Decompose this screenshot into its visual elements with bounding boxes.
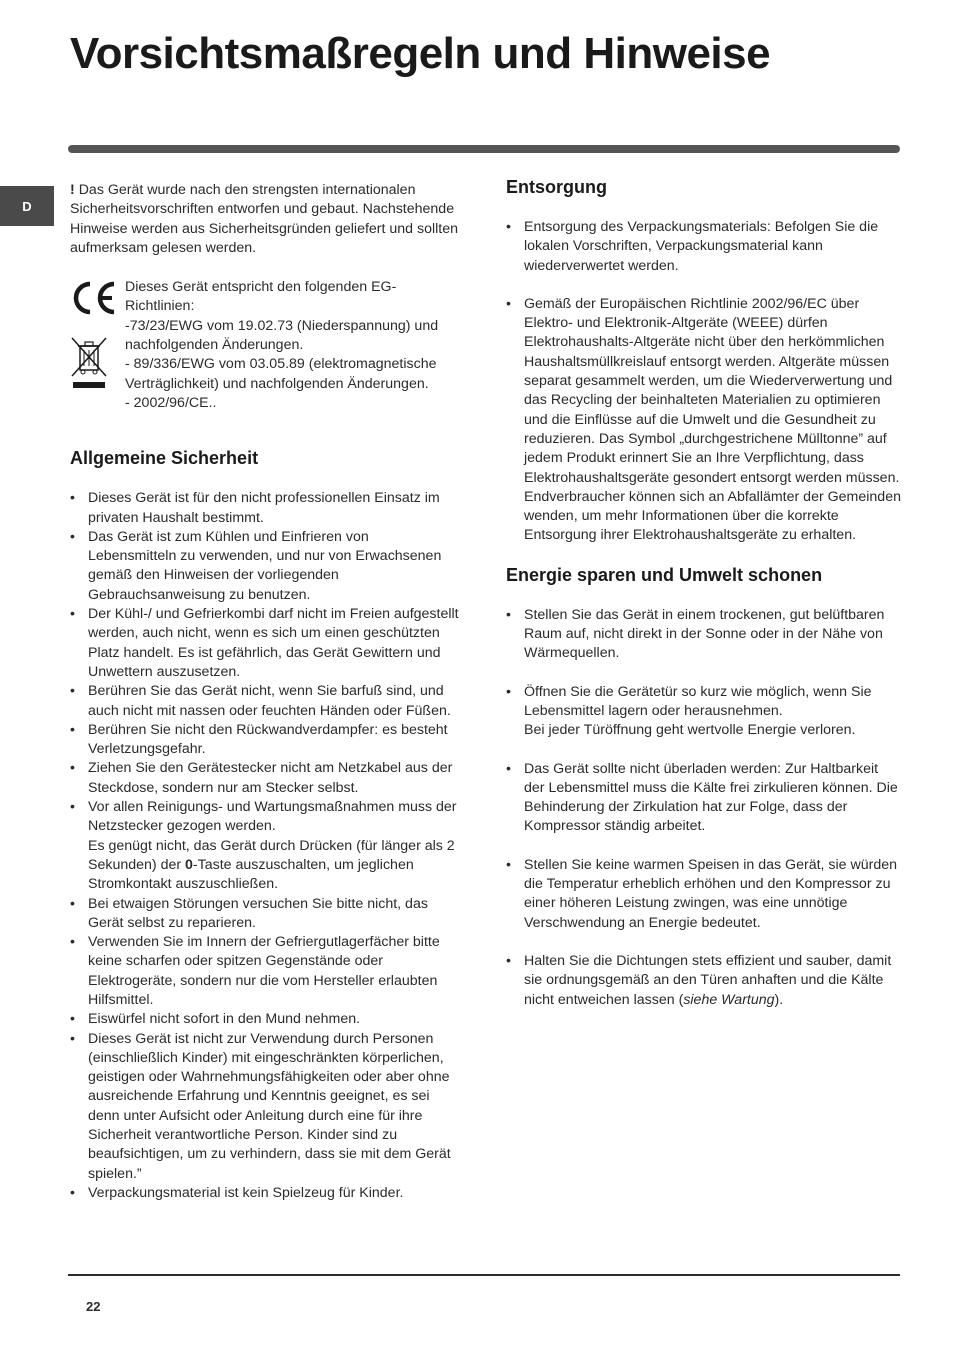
general-safety-heading: Allgemeine Sicherheit [70, 448, 259, 469]
energy-list [506, 606, 902, 1010]
energy-item2-line2: Bei jeder Türöffnung geht wertvolle Energie verloren. [524, 722, 856, 739]
page-number: 22 [86, 1299, 101, 1314]
maintenance-reference: siehe Wartung [683, 991, 775, 1008]
intro-text: Das Gerät wurde nach den strengsten internationalen Sicherheitsvorschriften entworfen und gebaut. Nachstehende Hinweise werden aus Sicherheitsgründen geliefert und sollten aufmerksam gelesen werden. [70, 182, 459, 256]
list-item: • Verwenden Sie im Innern der Gefriergutlagerfächer bitte keine scharfen oder spitzen Gegenstände oder Elektrogeräte, sondern nur die vom Hersteller erlaubten Hilfsmittel. [70, 933, 460, 1010]
list-item: • Dieses Gerät ist für den nicht professionellen Einsatz im privaten Haushalt bestimmt. [70, 489, 460, 528]
disposal-heading: Entsorgung [506, 177, 607, 197]
ce-mark-icon [70, 278, 118, 318]
list-item: • Stellen Sie das Gerät in einem trockenen, gut belüftbaren Raum auf, nicht direkt in der Sonne oder in der Nähe von Wärmequellen. [506, 606, 902, 664]
list-item: • Verpackungsmaterial ist kein Spielzeug für Kinder. [70, 1184, 460, 1203]
title-divider [68, 145, 900, 153]
power-item-line1: • Vor allen Reinigungs- und Wartungsmaßnahmen muss der Netzstecker gezogen werden. [88, 799, 457, 835]
zero-key-label: 0 [185, 856, 193, 873]
right-column [506, 177, 902, 1029]
crossed-bin-icon [70, 336, 110, 392]
list-item: • Bei etwaigen Störungen versuchen Sie bitte nicht, das Gerät selbst zu reparieren. [70, 895, 460, 934]
general-safety-list [70, 489, 460, 1203]
list-item: • Gemäß der Europäischen Richtlinie 2002/96/EC über Elektro- und Elektronik-Altgeräte (WEEE) dürfen Elektrohaushalts-Altgeräte nicht über den herkömmlichen Haushaltsmüllkreislauf entsorgt werden. Altgeräte müssen separat gesammelt werden, um die Wiederverwertung und das Recycling der beinhalteten Materialien zu optimieren und die Einflüsse auf die Umwelt und die Gesundheit zu reduzieren. Das Symbol „durchgestrichene Mülltonne” auf jedem Produkt erinnert Sie an Ihre Verpflichtung, dass Elektrohaushaltsgeräte gesondert entsorgt werden müssen. Endverbraucher können sich an Abfallämter der Gemeinden wenden, um mehr Informationen über die korrekte Entsorgung ihrer Elektrohaushaltsgeräte zu erhalten. [506, 295, 902, 546]
cert-line: - 89/336/EWG vom 03.05.89 (elektromagnetische Verträglichkeit) und nachfolgenden Änderungen. [125, 356, 437, 392]
list-item: • Ziehen Sie den Gerätestecker nicht am Netzkabel aus der Steckdose, sondern nur am Stecker selbst. [70, 759, 460, 798]
left-column [70, 181, 460, 1203]
list-item: • Das Gerät ist zum Kühlen und Einfrieren von Lebensmitteln zu verwenden, und nur von Erwachsenen gemäß den Hinweisen der vorliegenden Gebrauchsanweisung zu benutzen. [70, 528, 460, 605]
list-item [70, 798, 460, 894]
footer-divider [68, 1274, 900, 1276]
list-item [506, 952, 902, 1010]
disposal-list [506, 218, 902, 546]
list-item: • Berühren Sie das Gerät nicht, wenn Sie barfuß sind, und auch nicht mit nassen oder feuchten Händen oder Füßen. [70, 682, 460, 721]
list-item: • Stellen Sie keine warmen Speisen in das Gerät, sie würden die Temperatur erheblich erhöhen und den Kompressor zu einer höheren Leistung zwingen, was eine unnötige Verschwendung an Energie bedeutet. [506, 856, 902, 933]
list-item: • Das Gerät sollte nicht überladen werden: Zur Haltbarkeit der Lebensmittel muss die Kälte frei zirkulieren können. Die Behinderung der Zirkulation hat zur Folge, dass der Kompressor ständig arbeitet. [506, 760, 902, 837]
list-item: • Dieses Gerät ist nicht zur Verwendung durch Personen (einschließlich Kinder) mit eingeschränkten körperlichen, geistigen oder Wahrnehmungsfähigkeiten oder aber ohne ausreichende Erfahrung und Kenntnis geeignet, es sei denn unter Aufsicht oder Anleitung durch eine für ihre Sicherheit verantwortliche Person. Kinder sind zu beaufsichtigen, um zu verhindern, dass sie mit dem Gerät spielen.” [70, 1030, 460, 1184]
warning-mark: ! [70, 182, 75, 198]
energy-heading: Energie sparen und Umwelt schonen [506, 564, 823, 585]
certification-block [70, 278, 460, 413]
list-item: • Entsorgung des Verpackungsmaterials: Befolgen Sie die lokalen Vorschriften, Verpackungsmaterial kann wiederverwertet werden. [506, 218, 902, 276]
list-item: • Der Kühl-/ und Gefrierkombi darf nicht im Freien aufgestellt werden, auch nicht, wenn es sich um einen geschützten Platz handelt. Es ist gefährlich, das Gerät Gewittern und Unwettern auszusetzen. [70, 605, 460, 682]
power-item-after: -Taste auszuschalten, um jeglichen Stromkontakt auszuschließen. [88, 856, 414, 893]
cert-line: - 2002/96/CE.. [125, 394, 217, 411]
language-tab: D [0, 186, 54, 226]
cert-line: Dieses Gerät entspricht den folgenden EG-Richtlinien: [125, 279, 397, 315]
energy-item5-before: Halten Sie die Dichtungen stets effizient und sauber, damit sie ordnungsgemäß an den Türen anhaften und die Kälte nicht entweichen lassen ( [524, 952, 892, 1008]
energy-item2-line1: • Öffnen Sie die Gerätetür so kurz wie möglich, wenn Sie Lebensmittel lagern oder herausnehmen. [524, 683, 872, 719]
page-title: Vorsichtsmaßregeln und Hinweise [70, 29, 771, 78]
list-item: • Eiswürfel nicht sofort in den Mund nehmen. [70, 1010, 460, 1029]
cert-line: -73/23/EWG vom 19.02.73 (Niederspannung) und nachfolgenden Änderungen. [125, 317, 439, 354]
power-item-before: Es genügt nicht, das Gerät durch Drücken (für länger als 2 Sekunden) der [88, 837, 455, 873]
list-item [506, 683, 902, 741]
energy-item5-after: ). [774, 991, 784, 1008]
intro-paragraph [70, 181, 460, 258]
list-item: • Berühren Sie nicht den Rückwandverdampfer: es besteht Verletzungsgefahr. [70, 721, 460, 760]
